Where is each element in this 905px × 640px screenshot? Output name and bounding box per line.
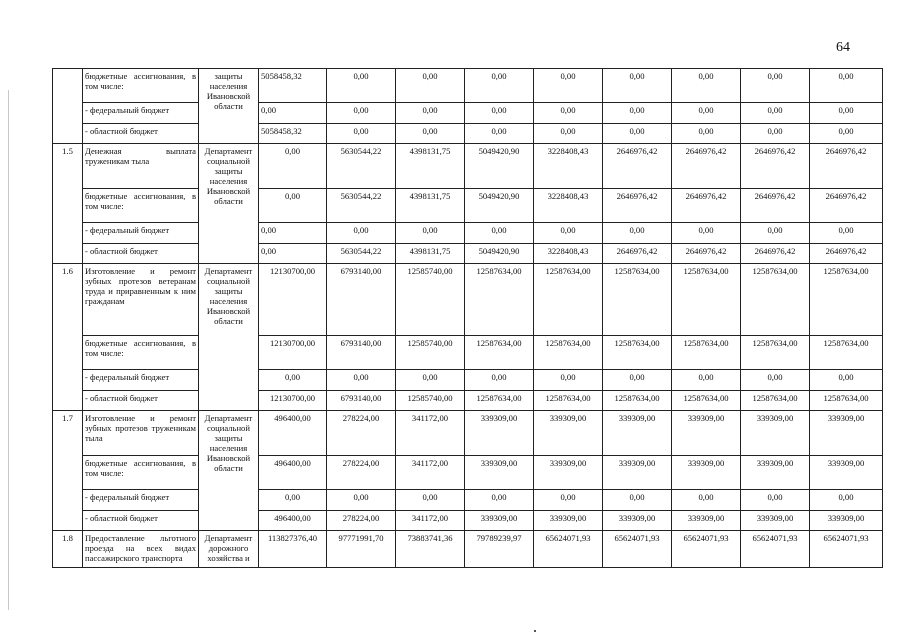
value-cell: 341172,00 xyxy=(396,456,465,490)
value-cell: 0,00 xyxy=(465,103,534,124)
value-cell: 339309,00 xyxy=(741,411,810,456)
value-cell: 2646976,42 xyxy=(672,244,741,264)
value-cell: 2646976,42 xyxy=(741,144,810,189)
value-cell: 5058458,32 xyxy=(259,124,327,144)
value-cell: 2646976,42 xyxy=(672,144,741,189)
value-cell: 0,00 xyxy=(810,69,883,103)
value-cell: 496400,00 xyxy=(259,511,327,531)
row-label-regional: - областной бюджет xyxy=(83,124,199,144)
value-cell: 339309,00 xyxy=(741,511,810,531)
value-cell: 12130700,00 xyxy=(259,391,327,411)
value-cell: 12587634,00 xyxy=(465,391,534,411)
page-number: 64 xyxy=(836,40,850,55)
value-cell: 0,00 xyxy=(810,370,883,391)
value-cell: 12587634,00 xyxy=(741,264,810,336)
value-cell: 2646976,42 xyxy=(810,244,883,264)
scan-edge-line xyxy=(8,90,9,610)
value-cell: 339309,00 xyxy=(741,456,810,490)
item-code-cell: 1.5 xyxy=(53,144,83,264)
value-cell: 12585740,00 xyxy=(396,336,465,370)
value-cell: 0,00 xyxy=(672,124,741,144)
value-cell: 0,00 xyxy=(741,124,810,144)
value-cell: 0,00 xyxy=(603,223,672,244)
value-cell: 65624071,93 xyxy=(534,531,603,568)
org-cell: защиты населения Ивановской области xyxy=(199,69,259,144)
row-label-federal: - федеральный бюджет xyxy=(83,223,199,244)
value-cell: 339309,00 xyxy=(810,511,883,531)
row-label-regional: - областной бюджет xyxy=(83,391,199,411)
value-cell: 0,00 xyxy=(810,124,883,144)
table-row xyxy=(53,103,883,124)
table-row xyxy=(53,124,883,144)
value-cell: 12587634,00 xyxy=(672,391,741,411)
row-label-federal: - федеральный бюджет xyxy=(83,490,199,511)
value-cell: 12130700,00 xyxy=(259,336,327,370)
value-cell: 65624071,93 xyxy=(810,531,883,568)
value-cell: 0,00 xyxy=(465,490,534,511)
value-cell: 0,00 xyxy=(672,370,741,391)
value-cell: 5049420,90 xyxy=(465,244,534,264)
value-cell: 0,00 xyxy=(396,490,465,511)
value-cell: 0,00 xyxy=(259,370,327,391)
value-cell: 0,00 xyxy=(672,490,741,511)
item-description: Изготовление и ремонт зубных протезов ветеранам труда и приравненным к ним гражданам xyxy=(83,264,199,336)
value-cell: 12585740,00 xyxy=(396,391,465,411)
value-cell: 4398131,75 xyxy=(396,144,465,189)
value-cell: 0,00 xyxy=(327,69,396,103)
value-cell: 339309,00 xyxy=(603,456,672,490)
value-cell: 12587634,00 xyxy=(672,336,741,370)
value-cell: 12587634,00 xyxy=(741,336,810,370)
value-cell: 12587634,00 xyxy=(741,391,810,411)
value-cell: 0,00 xyxy=(465,124,534,144)
value-cell: 3228408,43 xyxy=(534,189,603,223)
value-cell: 0,00 xyxy=(603,370,672,391)
value-cell: 278224,00 xyxy=(327,411,396,456)
value-cell: 0,00 xyxy=(396,223,465,244)
value-cell: 0,00 xyxy=(327,370,396,391)
value-cell: 339309,00 xyxy=(603,411,672,456)
table-row xyxy=(53,69,883,103)
value-cell: 0,00 xyxy=(534,124,603,144)
value-cell: 0,00 xyxy=(396,103,465,124)
value-cell: 0,00 xyxy=(259,144,327,189)
value-cell: 278224,00 xyxy=(327,456,396,490)
value-cell: 0,00 xyxy=(259,490,327,511)
value-cell: 0,00 xyxy=(741,69,810,103)
value-cell: 12587634,00 xyxy=(534,391,603,411)
table-row xyxy=(53,264,883,336)
value-cell: 6793140,00 xyxy=(327,391,396,411)
value-cell: 0,00 xyxy=(534,490,603,511)
value-cell: 339309,00 xyxy=(534,456,603,490)
value-cell: 0,00 xyxy=(603,103,672,124)
value-cell: 0,00 xyxy=(534,370,603,391)
value-cell: 113827376,40 xyxy=(259,531,327,568)
org-cell: Департамент социальной защиты населения Ивановской области xyxy=(199,411,259,531)
value-cell: 0,00 xyxy=(810,490,883,511)
value-cell: 0,00 xyxy=(741,370,810,391)
value-cell: 0,00 xyxy=(465,370,534,391)
value-cell: 6793140,00 xyxy=(327,336,396,370)
value-cell: 12587634,00 xyxy=(672,264,741,336)
item-code-cell xyxy=(53,69,83,144)
value-cell: 341172,00 xyxy=(396,511,465,531)
value-cell: 12587634,00 xyxy=(810,391,883,411)
item-description: Денежная выплата труженикам тыла xyxy=(83,144,199,189)
value-cell: 0,00 xyxy=(327,490,396,511)
value-cell: 5630544,22 xyxy=(327,144,396,189)
value-cell: 12587634,00 xyxy=(603,264,672,336)
item-code-cell: 1.6 xyxy=(53,264,83,411)
value-cell: 4398131,75 xyxy=(396,189,465,223)
value-cell: 12587634,00 xyxy=(465,336,534,370)
value-cell: 65624071,93 xyxy=(741,531,810,568)
item-code-cell: 1.8 xyxy=(53,531,83,568)
value-cell: 0,00 xyxy=(672,103,741,124)
value-cell: 12587634,00 xyxy=(534,264,603,336)
value-cell: 339309,00 xyxy=(810,411,883,456)
value-cell: 3228408,43 xyxy=(534,244,603,264)
table-row xyxy=(53,391,883,411)
value-cell: 0,00 xyxy=(259,189,327,223)
budget-table xyxy=(52,68,883,568)
value-cell: 12587634,00 xyxy=(465,264,534,336)
org-cell: Департамент социальной защиты населения Ивановской области xyxy=(199,144,259,264)
value-cell: 5630544,22 xyxy=(327,244,396,264)
value-cell: 339309,00 xyxy=(672,411,741,456)
value-cell: 2646976,42 xyxy=(603,189,672,223)
value-cell: 2646976,42 xyxy=(603,244,672,264)
value-cell: 0,00 xyxy=(810,223,883,244)
table-row xyxy=(53,511,883,531)
scan-speck xyxy=(534,630,536,632)
value-cell: 0,00 xyxy=(396,370,465,391)
value-cell: 0,00 xyxy=(327,124,396,144)
value-cell: 5058458,32 xyxy=(259,69,327,103)
table-row xyxy=(53,223,883,244)
value-cell: 0,00 xyxy=(672,223,741,244)
value-cell: 339309,00 xyxy=(534,411,603,456)
value-cell: 6793140,00 xyxy=(327,264,396,336)
value-cell: 5049420,90 xyxy=(465,144,534,189)
table-row xyxy=(53,336,883,370)
value-cell: 97771991,70 xyxy=(327,531,396,568)
value-cell: 73883741,36 xyxy=(396,531,465,568)
value-cell: 12587634,00 xyxy=(810,336,883,370)
value-cell: 3228408,43 xyxy=(534,144,603,189)
value-cell: 2646976,42 xyxy=(741,189,810,223)
value-cell: 2646976,42 xyxy=(603,144,672,189)
value-cell: 339309,00 xyxy=(810,456,883,490)
item-description: Изготовление и ремонт зубных протезов труженикам тыла xyxy=(83,411,199,456)
value-cell: 339309,00 xyxy=(534,511,603,531)
value-cell: 0,00 xyxy=(810,103,883,124)
value-cell: 0,00 xyxy=(259,223,327,244)
item-description: Предоставление льготного проезда на всех видах пассажирского транспорта xyxy=(83,531,199,568)
table-row xyxy=(53,189,883,223)
table-row xyxy=(53,531,883,568)
row-label-budget: бюджетные ассигнования, в том числе: xyxy=(83,189,199,223)
value-cell: 0,00 xyxy=(741,103,810,124)
value-cell: 0,00 xyxy=(534,69,603,103)
item-code-cell: 1.7 xyxy=(53,411,83,531)
value-cell: 0,00 xyxy=(327,223,396,244)
row-label-budget: бюджетные ассигнования, в том числе: xyxy=(83,456,199,490)
value-cell: 0,00 xyxy=(741,490,810,511)
value-cell: 65624071,93 xyxy=(672,531,741,568)
value-cell: 278224,00 xyxy=(327,511,396,531)
value-cell: 12587634,00 xyxy=(810,264,883,336)
row-label-federal: - федеральный бюджет xyxy=(83,103,199,124)
table-row xyxy=(53,411,883,456)
row-label-federal: - федеральный бюджет xyxy=(83,370,199,391)
value-cell: 5049420,90 xyxy=(465,189,534,223)
value-cell: 0,00 xyxy=(603,490,672,511)
value-cell: 341172,00 xyxy=(396,411,465,456)
value-cell: 496400,00 xyxy=(259,411,327,456)
value-cell: 339309,00 xyxy=(672,456,741,490)
row-label-budget: бюджетные ассигнования, в том числе: xyxy=(83,69,199,103)
value-cell: 12587634,00 xyxy=(603,336,672,370)
table-row xyxy=(53,490,883,511)
value-cell: 339309,00 xyxy=(672,511,741,531)
value-cell: 12587634,00 xyxy=(603,391,672,411)
value-cell: 339309,00 xyxy=(465,456,534,490)
value-cell: 339309,00 xyxy=(465,511,534,531)
value-cell: 2646976,42 xyxy=(672,189,741,223)
value-cell: 2646976,42 xyxy=(810,189,883,223)
row-label-regional: - областной бюджет xyxy=(83,244,199,264)
value-cell: 0,00 xyxy=(741,223,810,244)
value-cell: 79789239,97 xyxy=(465,531,534,568)
value-cell: 12585740,00 xyxy=(396,264,465,336)
value-cell: 0,00 xyxy=(327,103,396,124)
value-cell: 0,00 xyxy=(534,223,603,244)
value-cell: 0,00 xyxy=(465,69,534,103)
table-row xyxy=(53,370,883,391)
value-cell: 0,00 xyxy=(396,69,465,103)
org-cell: Департамент социальной защиты населения Ивановской области xyxy=(199,264,259,411)
value-cell: 12130700,00 xyxy=(259,264,327,336)
value-cell: 4398131,75 xyxy=(396,244,465,264)
row-label-regional: - областной бюджет xyxy=(83,511,199,531)
org-cell: Департамент дорожного хозяйства и xyxy=(199,531,259,568)
value-cell: 0,00 xyxy=(603,124,672,144)
value-cell: 339309,00 xyxy=(603,511,672,531)
value-cell: 0,00 xyxy=(465,223,534,244)
table-row xyxy=(53,244,883,264)
value-cell: 0,00 xyxy=(534,103,603,124)
table-row xyxy=(53,144,883,189)
value-cell: 339309,00 xyxy=(465,411,534,456)
value-cell: 12587634,00 xyxy=(534,336,603,370)
table-row xyxy=(53,456,883,490)
value-cell: 0,00 xyxy=(259,103,327,124)
row-label-budget: бюджетные ассигнования, в том числе: xyxy=(83,336,199,370)
value-cell: 0,00 xyxy=(259,244,327,264)
value-cell: 2646976,42 xyxy=(810,144,883,189)
value-cell: 2646976,42 xyxy=(741,244,810,264)
value-cell: 0,00 xyxy=(672,69,741,103)
value-cell: 5630544,22 xyxy=(327,189,396,223)
value-cell: 496400,00 xyxy=(259,456,327,490)
value-cell: 0,00 xyxy=(603,69,672,103)
value-cell: 0,00 xyxy=(396,124,465,144)
value-cell: 65624071,93 xyxy=(603,531,672,568)
